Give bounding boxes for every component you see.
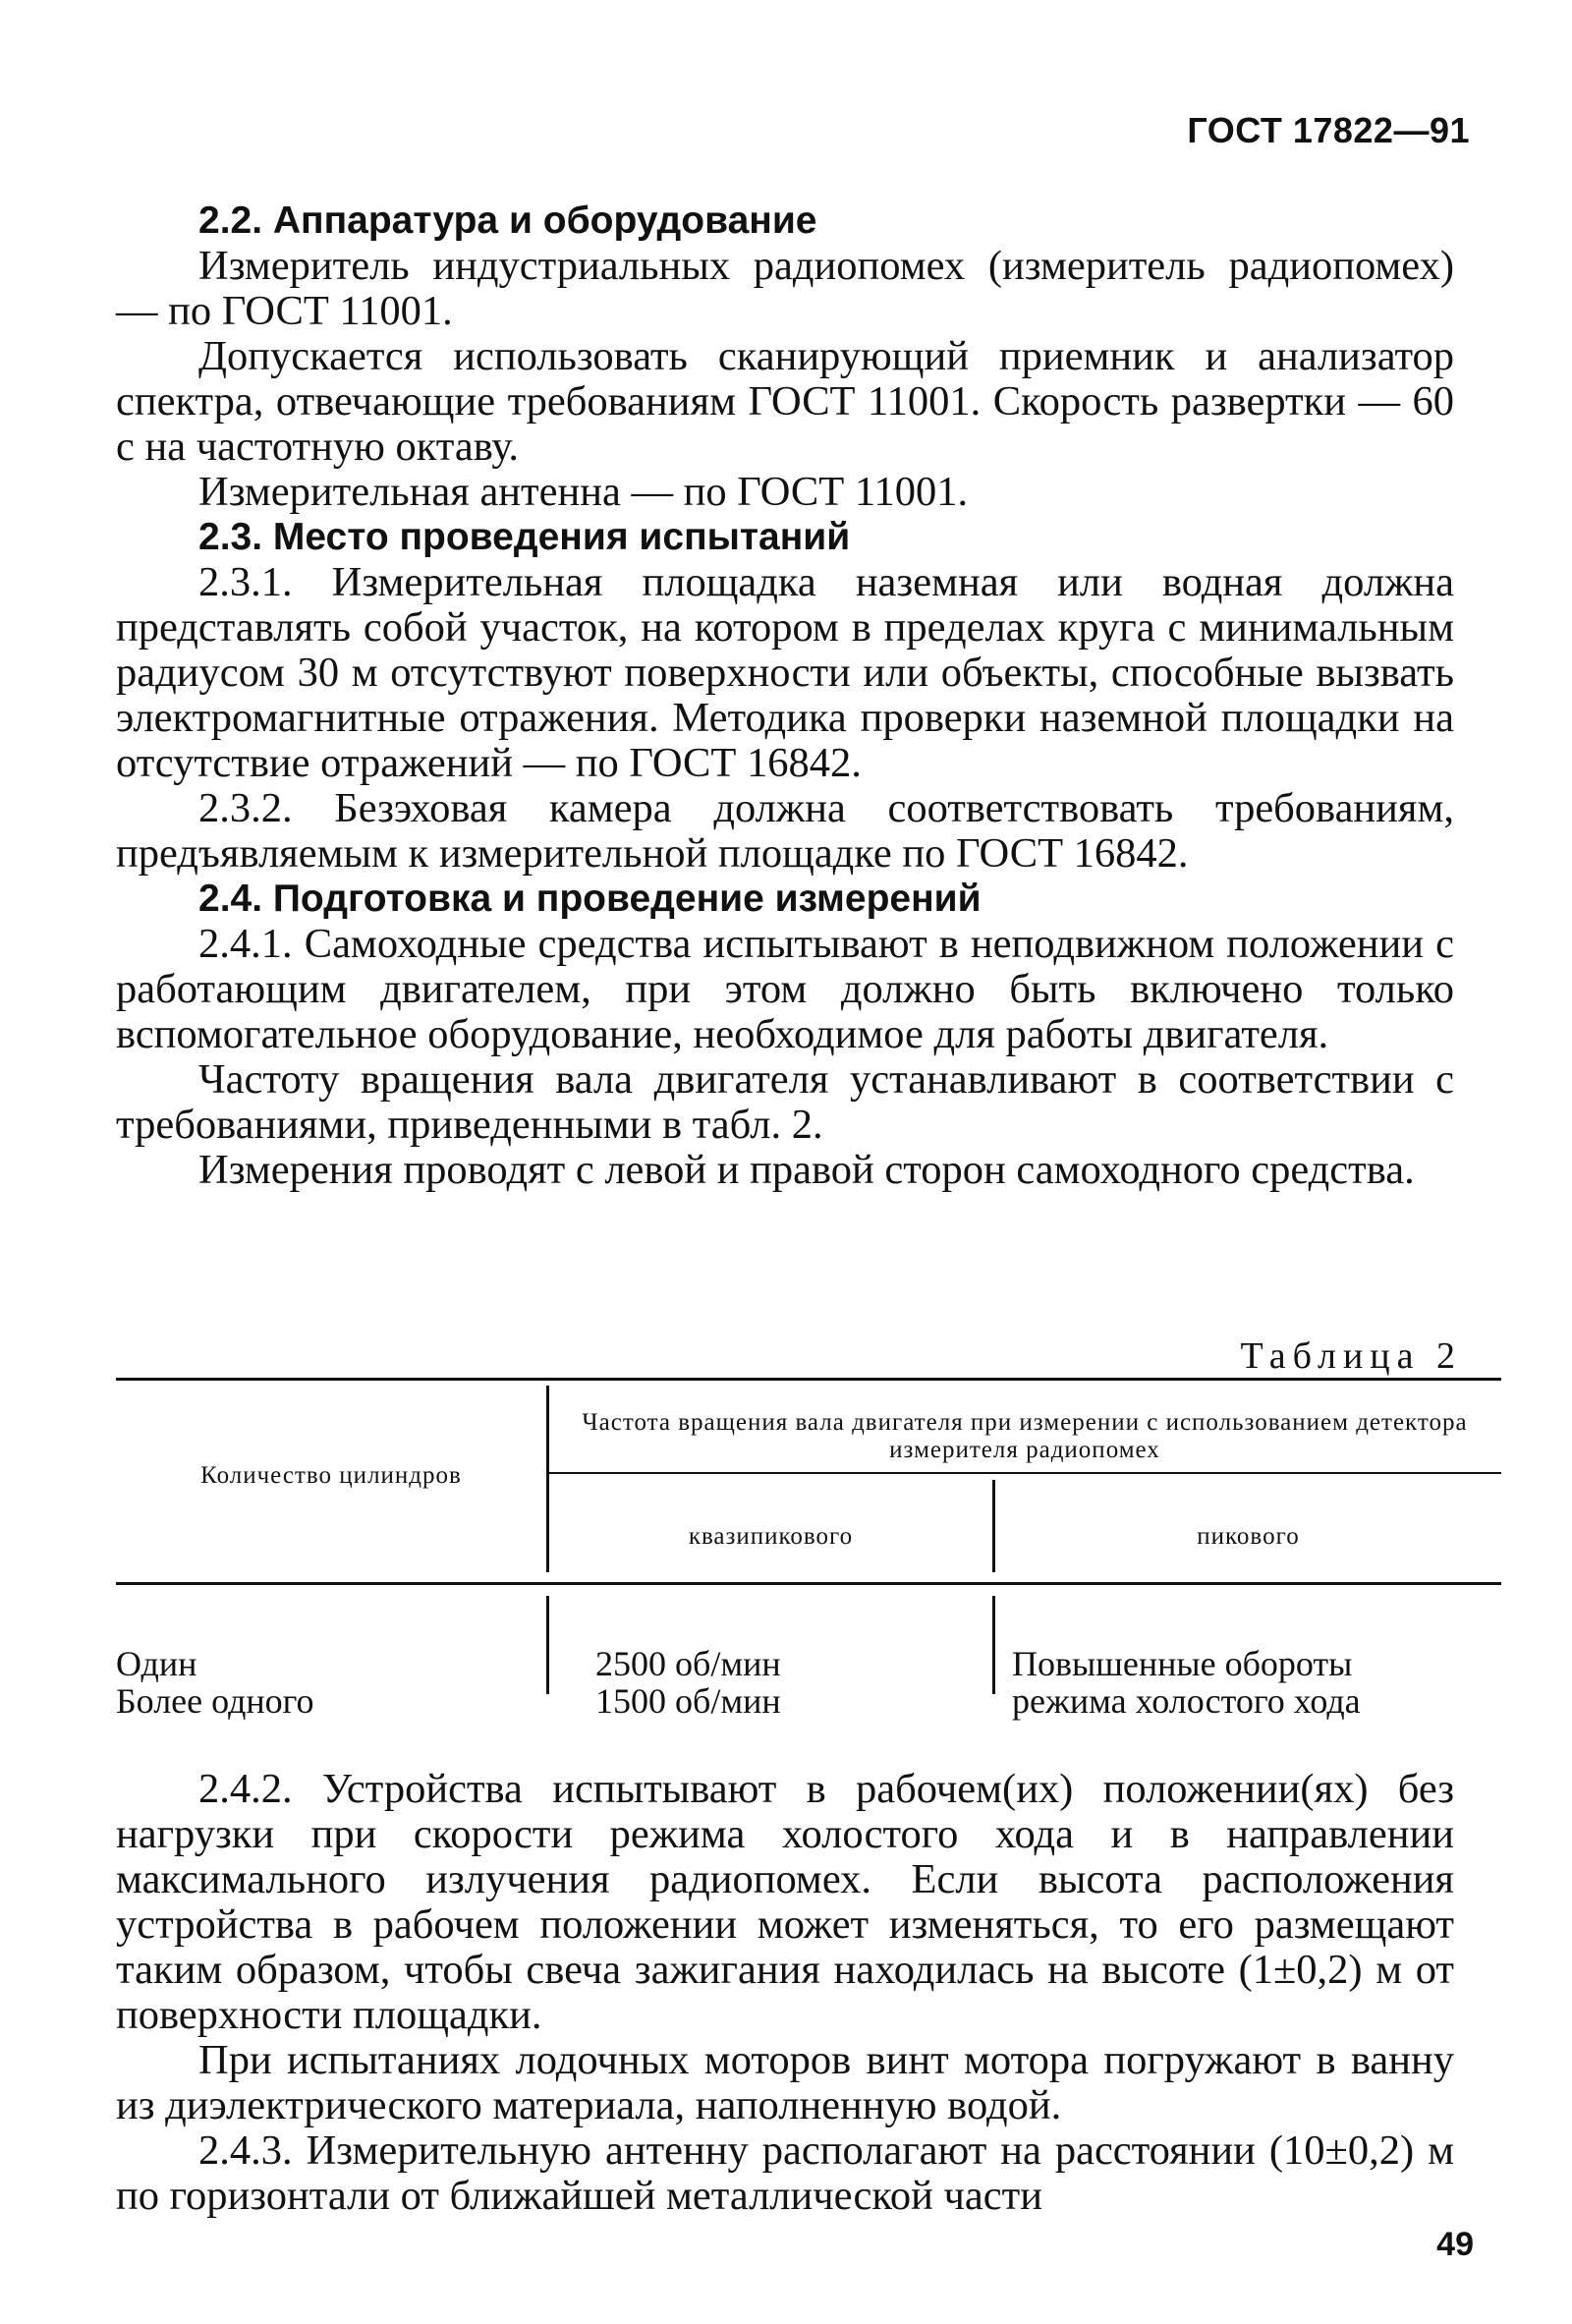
- paragraph-meter: Измеритель индустриальных радиопомех (измеритель радиопомех) — по ГОСТ 11001.: [116, 243, 1454, 334]
- paragraph-measurement-sides: Измерения проводят с левой и правой сторон самоходного средства.: [198, 1147, 1415, 1193]
- header-cylinders: Количество цилиндров: [200, 1462, 462, 1489]
- cell-peak-line1: Повышенные обороты: [1012, 1644, 1353, 1683]
- table-body-divider: [546, 1596, 549, 1694]
- text-block-lower: [116, 1767, 1454, 2219]
- paragraph-2-4-2: 2.4.2. Устройства испытывают в рабочем(их) положении(ях) без нагрузки при скорости режима холостого хода и в направлении максимального излучения радиопомех. Если высота расположения устройства в рабочем положении может изменяться, то его размещают таким образом, чтобы свеча зажигания находилась на высоте (1±0,2) м от поверхности площадки.: [116, 1766, 1454, 2038]
- table-top-rule: [116, 1378, 1501, 1381]
- paragraph-2-3-1: 2.3.1. Измерительная площадка наземная или водная должна представлять собой участок, на котором в пределах круга с минимальным радиусом 30 м отсутствуют поверхности или объекты, способные вызвать электромагнитные отражения. Методика проверки наземной площадки на отсутствие отражений — по ГОСТ 16842.: [116, 559, 1454, 786]
- table-header-rule: [116, 1582, 1501, 1585]
- page-number: 49: [1436, 2226, 1474, 2263]
- table-2: [116, 1378, 1501, 1724]
- cell-peak-line2: режима холостого хода: [1012, 1681, 1361, 1721]
- header-peak: пикового: [1197, 1523, 1300, 1550]
- cell-quasi-one: 2500 об/мин: [595, 1644, 781, 1683]
- section-2-4-title: 2.4. Подготовка и проведение измерений: [198, 878, 982, 920]
- cell-cylinders-more: Более одного: [116, 1681, 314, 1721]
- paragraph-2-4-3: 2.4.3. Измерительную антенну располагают на расстоянии (10±0,2) м по горизонтали от ближайшей металлической части: [116, 2127, 1454, 2219]
- section-2-2-title: 2.2. Аппаратура и оборудование: [198, 199, 817, 242]
- paragraph-2-3-2: 2.3.2. Безэховая камера должна соответствовать требованиям, предъявляемым к измерительной площадке по ГОСТ 16842.: [116, 785, 1454, 877]
- text-block-upper: [116, 198, 1454, 1193]
- table-body-subdivider: [992, 1596, 995, 1694]
- cell-cylinders-one: Один: [116, 1644, 197, 1683]
- paragraph-shaft-speed: Частоту вращения вала двигателя устанавливают в соответствии с требованиями, приведенными в табл. 2.: [116, 1056, 1454, 1148]
- section-2-3-title: 2.3. Место проведения испытаний: [198, 516, 851, 558]
- paragraph-antenna: Измерительная антенна — по ГОСТ 11001.: [198, 469, 969, 515]
- table-caption: Таблица 2: [1240, 1335, 1462, 1377]
- header-quasi-peak: квазипикового: [688, 1523, 854, 1550]
- paragraph-boat-motors: При испытаниях лодочных моторов винт мотора погружают в ванну из диэлектрического материала, наполненную водой.: [116, 2037, 1454, 2128]
- paragraph-2-4-1: 2.4.1. Самоходные средства испытывают в неподвижном положении с работающим двигателем, при этом должно быть включено только вспомогательное оборудование, необходимое для работы двигателя.: [116, 921, 1454, 1057]
- header-shaft-frequency: Частота вращения вала двигателя при измерении с использованием детектора измерителя радиопомех: [582, 1409, 1468, 1463]
- cell-quasi-more: 1500 об/мин: [595, 1681, 781, 1721]
- paragraph-scanning-receiver: Допускается использовать сканирующий приемник и анализатор спектра, отвечающие требованиям ГОСТ 11001. Скорость развертки — 60 с на частотную октаву.: [116, 333, 1454, 470]
- document-code: ГОСТ 17822—91: [1187, 110, 1470, 150]
- table-subheader-rule: [548, 1472, 1501, 1474]
